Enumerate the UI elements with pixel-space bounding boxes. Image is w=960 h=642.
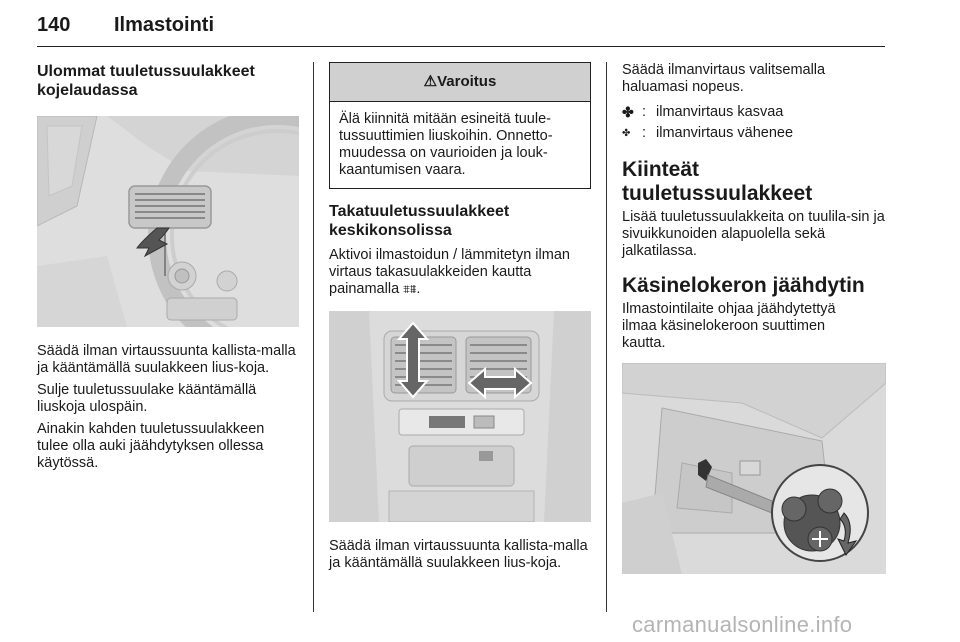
fan-high-icon: ✤ [622, 104, 634, 120]
chapter-title: Ilmastointi [114, 14, 215, 36]
rear-console-vent-illustration [329, 311, 591, 522]
warning-title: Varoitus [437, 73, 497, 90]
column-1 [37, 62, 299, 472]
warning-box [329, 62, 591, 189]
section-heading: Ulommat tuuletussuulakkeet kojelaudassa [37, 63, 255, 99]
paragraph: Lisää tuuletussuulakkeita on tuulila-sin ja sivuikkunoiden alapuolella sekä jalkatilassa. [622, 209, 885, 259]
page-header [37, 8, 885, 47]
column-3 [622, 62, 886, 574]
column-2 [329, 62, 591, 572]
column-divider [313, 62, 314, 612]
paragraph: Aktivoi ilmastoidun / lämmitetyn ilman virtaus takasuulakkeiden kautta painamalla ⩨⩩. [329, 247, 570, 297]
paragraph: Säädä ilman virtaussuunta kallista-malla ja kääntämällä suulakkeen lius-koja. [37, 343, 296, 376]
list-item: ✤ : ilmanvirtaus kasvaa [622, 104, 784, 120]
list-item: ✤ : ilmanvirtaus vähenee [622, 125, 794, 141]
column-divider [606, 62, 607, 612]
section-heading: Käsinelokeron jäähdytin [622, 274, 865, 297]
watermark: carmanualsonline.info [632, 612, 853, 637]
warning-header [330, 63, 590, 102]
warning-icon: ⚠ [423, 73, 438, 90]
glovebox-cooler-illustration [622, 363, 886, 574]
section-heading: Takatuuletussuulakkeet keskikonsolissa [329, 203, 510, 239]
page-number: 140 [37, 14, 71, 36]
fan-low-icon: ✤ [622, 128, 631, 139]
paragraph: Ilmastointilaite ohjaa jäähdytettyä ilmaa käsinelokeroon suuttimen kautta. [622, 301, 836, 351]
paragraph: Säädä ilmanvirtaus valitsemalla haluamasi nopeus. [622, 62, 826, 95]
warning-text: Älä kiinnitä mitään esineitä tuule-tussuuttimien liuskoihin. Onnetto-muudessa on vaurioiden ja louk-kaantumisen vaara. [339, 111, 553, 178]
paragraph: Sulje tuuletussuulake kääntämällä liuskoja ulospäin. [37, 382, 257, 415]
paragraph: Ainakin kahden tuuletussuulakkeen tulee olla auki jäähdytyksen ollessa käytössä. [37, 421, 265, 471]
dashboard-vent-illustration [37, 116, 299, 327]
section-heading: Kiinteät tuuletussuulakkeet [622, 158, 813, 205]
rear-vent-icon: ⩨⩩ [403, 282, 417, 296]
paragraph: Säädä ilman virtaussuunta kallista-malla ja kääntämällä suulakkeen lius-koja. [329, 538, 588, 571]
